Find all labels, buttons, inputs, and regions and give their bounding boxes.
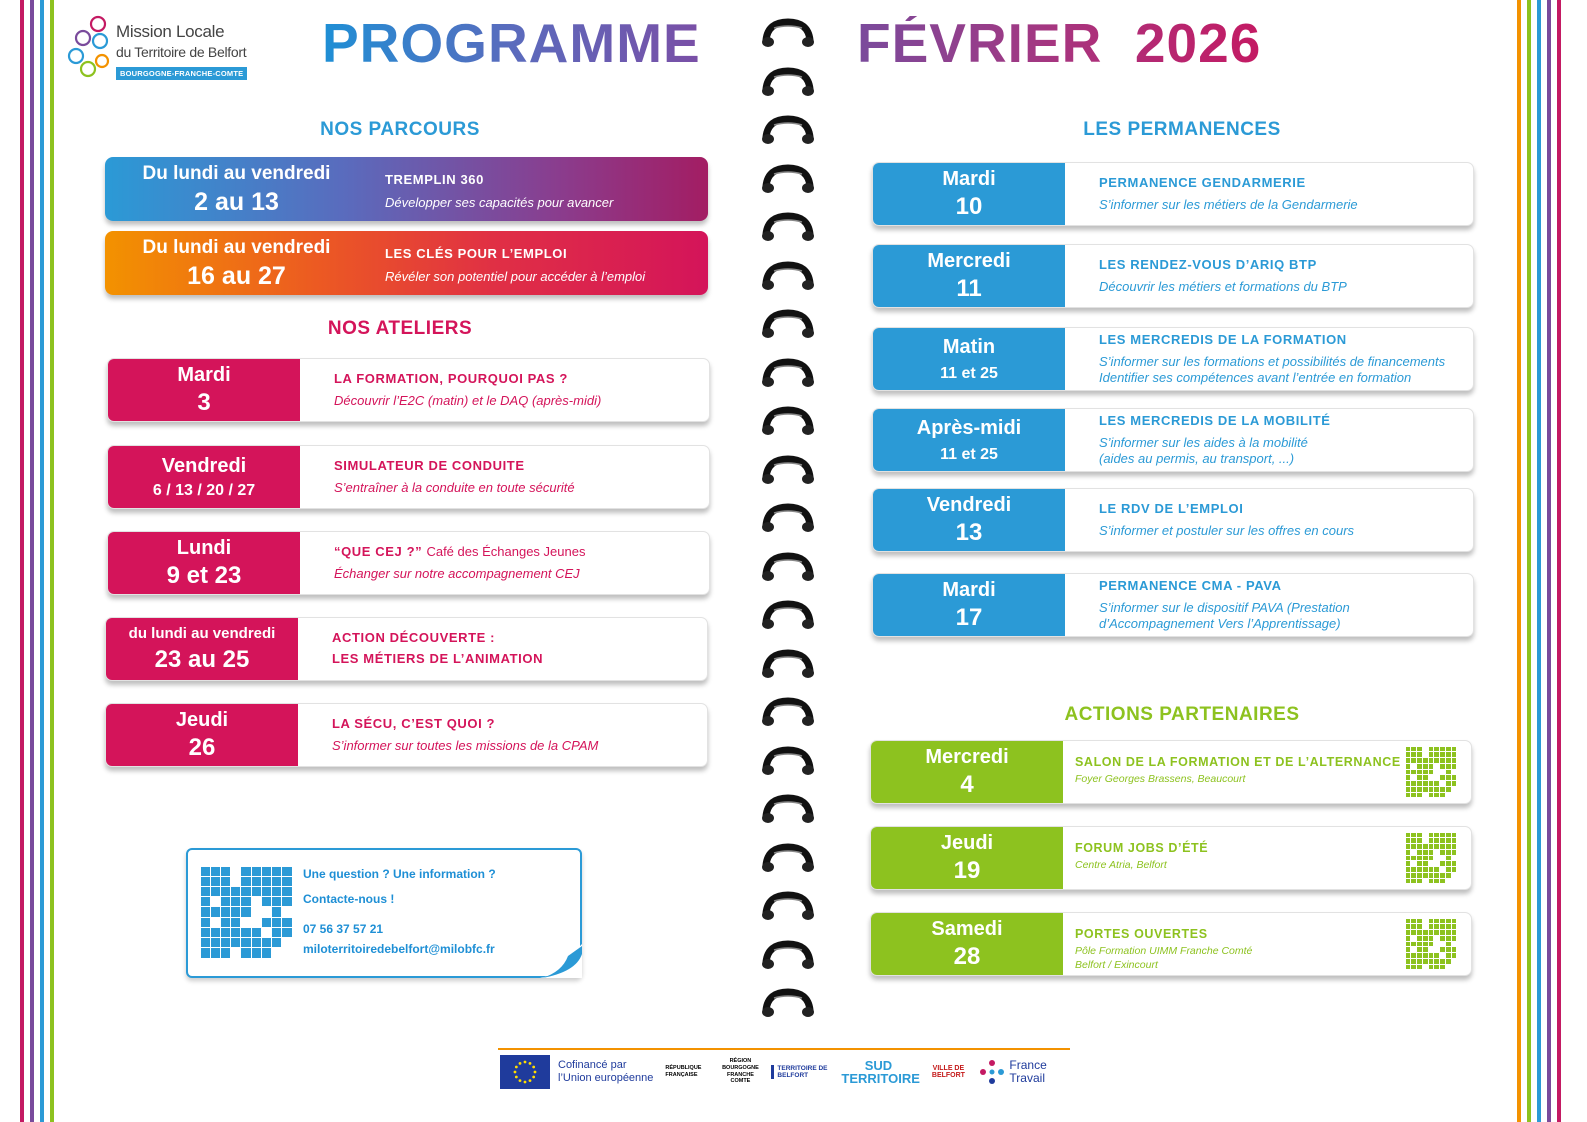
permanence-title: LE RDV DE L’EMPLOI (1099, 501, 1244, 517)
atelier-card[interactable] (107, 358, 710, 422)
permanence-title: LES MERCREDIS DE LA FORMATION (1099, 331, 1347, 347)
permanence-day: Mardi (942, 578, 996, 601)
parcours-dates: 2 au 13 (194, 188, 279, 216)
atelier-date: 6 / 13 / 20 / 27 (152, 481, 256, 499)
atelier-card[interactable] (107, 445, 710, 509)
parcours-dates: 16 au 27 (187, 262, 286, 290)
permanence-day: Après-midi (916, 416, 1022, 439)
permanence-title: LES MERCREDIS DE LA MOBILITÉ (1099, 412, 1331, 428)
permanence-desc-line2: d’Accompagnement Vers l’Apprentissage) (1099, 616, 1341, 632)
binder-ring-icon (760, 600, 816, 634)
logo-line2: du Territoire de Belfort (116, 44, 247, 60)
contact-email[interactable]: miloterritoiredebelfort@milobfc.fr (303, 942, 495, 956)
binder-ring-icon (760, 552, 816, 586)
binder-ring-icon (760, 455, 816, 489)
partenaire-title: PORTES OUVERTES (1075, 927, 1208, 941)
atelier-title-line2: LES MÉTIERS DE L’ANIMATION (332, 651, 544, 666)
binder-ring-icon (760, 843, 816, 877)
atelier-date: 26 (188, 733, 216, 761)
partenaire-desc: Centre Atria, Belfort (1075, 859, 1167, 872)
permanence-title: LES RENDEZ-VOUS D’ARIQ BTP (1099, 257, 1317, 273)
contact-question: Une question ? Une information ? (303, 867, 496, 881)
contact-cta: Contacte-nous ! (303, 892, 395, 906)
permanence-day: Matin (942, 335, 996, 358)
partenaire-desc: Foyer Georges Brassens, Beaucourt (1075, 773, 1246, 786)
permanence-date: 11 (956, 274, 982, 302)
partenaire-desc: Pôle Formation UIMM Franche Comté (1075, 945, 1253, 958)
binder-ring-icon (760, 18, 816, 52)
binder-ring-icon (760, 940, 816, 974)
atelier-day: Lundi (176, 536, 232, 559)
atelier-date: 3 (197, 388, 211, 416)
partenaire-date: 19 (953, 856, 981, 884)
partenaire-day: Mercredi (925, 745, 1009, 768)
france-travail-icon (979, 1059, 1005, 1085)
parcours-title: LES CLÉS POUR L’EMPLOI (385, 246, 568, 261)
permanence-title: PERMANENCE CMA - PAVA (1099, 577, 1282, 593)
binder-ring-icon (760, 503, 816, 537)
title-month: FÉVRIER 2026 (857, 12, 1262, 74)
permanence-desc: S’informer sur le dispositif PAVA (Prestation (1099, 599, 1350, 615)
atelier-title: LA SÉCU, C’EST QUOI ? (332, 716, 496, 732)
partenaire-qr-code-icon[interactable] (1405, 832, 1457, 884)
permanence-desc: S’informer sur les formations et possibilités de financements (1099, 353, 1446, 369)
atelier-title: “QUE CEJ ?” (334, 544, 423, 560)
binder-ring-icon (760, 67, 816, 101)
section-permanences-heading: LES PERMANENCES (1083, 119, 1281, 140)
partenaire-date: 28 (953, 942, 981, 970)
atelier-day: Mardi (177, 363, 231, 386)
mission-locale-logo (66, 14, 256, 86)
logo-region: BOURGOGNE-FRANCHE-COMTE (116, 67, 247, 80)
binder-ring-icon (760, 988, 816, 1022)
permanence-card[interactable] (872, 488, 1474, 552)
binder-ring-icon (760, 261, 816, 295)
binder-ring-icon (760, 697, 816, 731)
permanence-desc: Découvrir les métiers et formations du BTP (1099, 278, 1347, 294)
section-partenaires-heading: ACTIONS PARTENAIRES (1064, 704, 1300, 725)
binder-ring-icon (760, 358, 816, 392)
atelier-title: LA FORMATION, POURQUOI PAS ? (334, 371, 568, 387)
atelier-title: SIMULATEUR DE CONDUITE (334, 458, 525, 474)
permanence-card[interactable] (872, 408, 1474, 472)
logo-line1: Mission Locale (116, 22, 225, 41)
page-curl-icon (540, 944, 582, 978)
permanence-desc-line2: (aides au permis, au transport, ...) (1099, 451, 1295, 467)
permanence-date: 13 (955, 518, 983, 546)
section-ateliers-heading: NOS ATELIERS (327, 318, 473, 339)
binder-ring-icon (760, 649, 816, 683)
atelier-desc: S’informer sur toutes les missions de la CPAM (332, 737, 599, 753)
binder-ring-icon (760, 212, 816, 246)
cofinance-label: Cofinancé par (558, 1058, 627, 1071)
partenaire-day: Jeudi (940, 831, 994, 854)
permanence-day: Mardi (942, 167, 996, 190)
france-travail-line1: France (1009, 1057, 1047, 1072)
partners-footer (498, 1048, 1070, 1093)
partenaire-title: SALON DE LA FORMATION ET DE L’ALTERNANCE (1075, 755, 1401, 769)
permanence-date: 11 et 25 (940, 364, 998, 382)
atelier-title-extra: Café des Échanges Jeunes (426, 544, 586, 560)
binder-ring-icon (760, 891, 816, 925)
contact-box[interactable] (186, 848, 582, 978)
atelier-card[interactable] (105, 617, 708, 681)
permanence-date: 17 (955, 603, 983, 631)
parcours-when: Du lundi au vendredi (142, 163, 331, 184)
partenaire-title: FORUM JOBS D’ÉTÉ (1075, 841, 1209, 855)
atelier-card[interactable] (107, 531, 710, 595)
atelier-day: du lundi au vendredi (128, 624, 276, 642)
partenaire-date: 4 (960, 770, 974, 798)
binder-ring-icon (760, 746, 816, 780)
parcours-card[interactable] (105, 231, 708, 295)
permanence-desc: S’informer sur les métiers de la Gendarmerie (1099, 196, 1358, 212)
partenaire-qr-code-icon[interactable] (1405, 746, 1457, 798)
atelier-desc: S’entraîner à la conduite en toute sécurité (334, 479, 575, 495)
ville-belfort-logo: VILLE DE BELFORT (931, 1064, 965, 1079)
atelier-card[interactable] (105, 703, 708, 767)
permanence-desc: S’informer et postuler sur les offres en cours (1099, 522, 1355, 538)
eu-flag-icon (500, 1055, 550, 1089)
left-color-stripes (20, 0, 54, 1122)
atelier-desc: Découvrir l’E2C (matin) et le DAQ (après-midi) (334, 392, 602, 408)
permanence-day: Vendredi (926, 493, 1012, 516)
contact-phone[interactable]: 07 56 37 57 21 (303, 922, 384, 936)
title-programme: PROGRAMME (322, 12, 701, 74)
partenaire-card[interactable] (870, 740, 1472, 804)
binder-ring-icon (760, 164, 816, 198)
region-logo: RÉGION BOURGOGNE FRANCHE COMTE (722, 1058, 759, 1085)
parcours-desc: Révéler son potentiel pour accéder à l’emploi (385, 269, 646, 284)
permanence-title: PERMANENCE GENDARMERIE (1099, 175, 1306, 191)
parcours-desc: Développer ses capacités pour avancer (385, 195, 614, 210)
binder-ring-icon (760, 309, 816, 343)
permanence-date: 11 et 25 (940, 445, 998, 463)
section-parcours-heading: NOS PARCOURS (320, 119, 480, 140)
atelier-day: Jeudi (175, 708, 229, 731)
mission-locale-logo-icon (66, 14, 114, 84)
permanence-card[interactable] (872, 244, 1474, 308)
permanence-date: 10 (955, 192, 983, 220)
sud-territoire-logo: SUD TERRITOIRE (841, 1057, 920, 1086)
atelier-title: ACTION DÉCOUVERTE : (332, 630, 496, 646)
permanence-card[interactable] (872, 327, 1474, 391)
atelier-date: 23 au 25 (154, 645, 250, 673)
partenaire-qr-code-icon[interactable] (1405, 918, 1457, 970)
right-color-stripes (1517, 0, 1561, 1122)
atelier-day: Vendredi (161, 454, 247, 477)
republique-francaise-logo: RÉPUBLIQUE FRANÇAISE (665, 1065, 702, 1078)
parcours-card[interactable] (105, 157, 708, 221)
permanence-desc: S’informer sur les aides à la mobilité (1099, 434, 1308, 450)
permanence-card[interactable] (872, 573, 1474, 637)
permanence-desc-line2: Identifier ses compétences avant l’entrée en formation (1099, 370, 1412, 386)
binder-ring-icon (760, 115, 816, 149)
binder-ring-icon (760, 794, 816, 828)
partenaire-day: Samedi (931, 917, 1003, 940)
binder-ring-icon (760, 406, 816, 440)
atelier-desc: Échanger sur notre accompagnement CEJ (334, 565, 580, 581)
union-label: l’Union européenne (558, 1071, 654, 1084)
permanence-card[interactable] (872, 162, 1474, 226)
france-travail-line2: Travail (1009, 1070, 1045, 1085)
parcours-when: Du lundi au vendredi (142, 237, 331, 258)
partenaire-card[interactable] (870, 826, 1472, 890)
permanence-day: Mercredi (927, 249, 1011, 272)
partenaire-card[interactable] (870, 912, 1472, 976)
partenaire-desc-line2: Belfort / Exincourt (1075, 958, 1158, 971)
atelier-date: 9 et 23 (166, 561, 242, 589)
territoire-belfort-logo: TERRITOIRE DE BELFORT (771, 1065, 831, 1079)
parcours-title: TREMPLIN 360 (385, 172, 484, 187)
contact-qr-code-icon[interactable] (200, 866, 292, 958)
